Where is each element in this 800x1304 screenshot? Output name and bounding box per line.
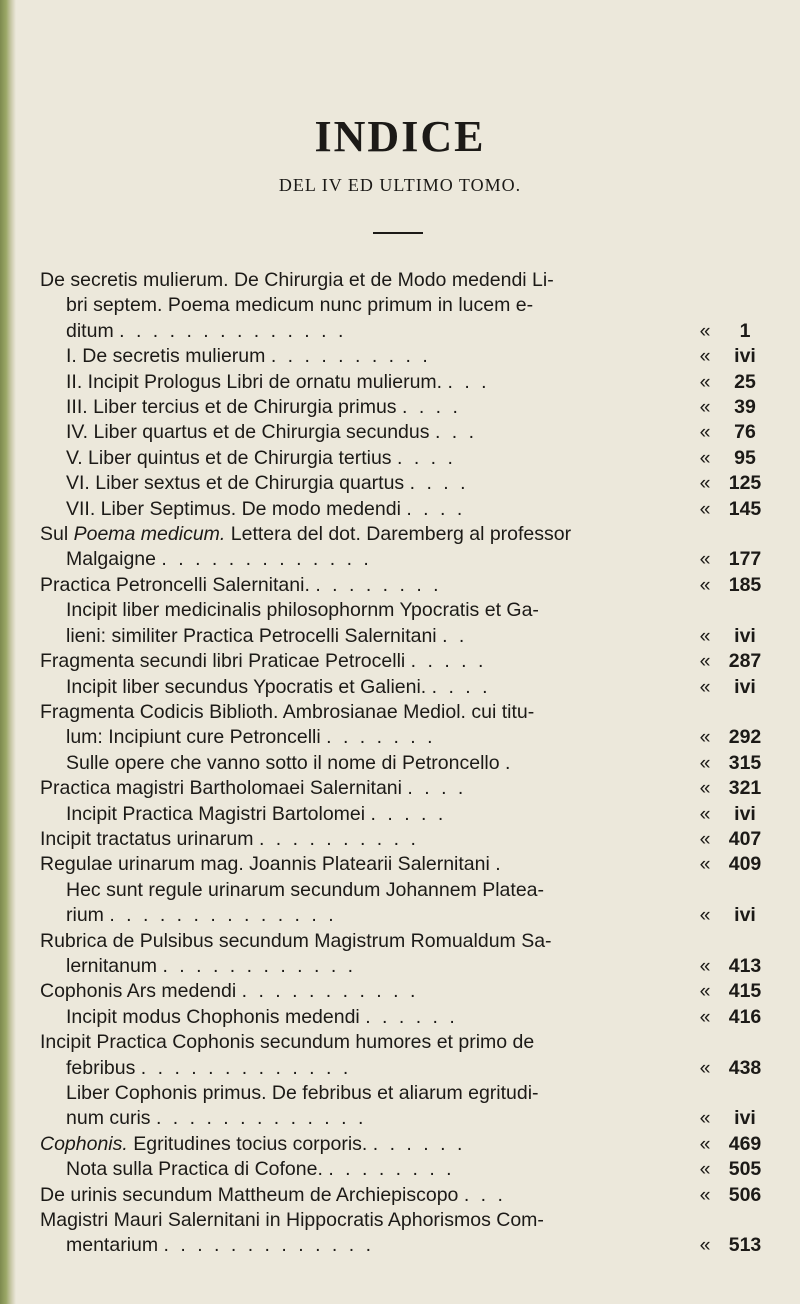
guillemet: « — [699, 1056, 711, 1079]
entry-heading: Incipit liber medicinalis philosophornm Ypocratis et Ga- — [66, 599, 539, 622]
toc-entry-book-4 — [40, 420, 770, 445]
guillemet: « — [699, 777, 711, 800]
entry-title: Regulae urinarum mag. Joannis Platearii Salernitani — [40, 853, 490, 876]
dot-leader: . . . . . . . — [326, 726, 436, 749]
dot-leader: . . . . . — [370, 802, 447, 825]
page-number: 407 — [728, 827, 762, 850]
entry-title: VII. Liber Septimus. De modo medendi — [66, 497, 401, 520]
entry-heading: Liber Cophonis primus. De febribus et aliarum egritudi- — [66, 1082, 539, 1104]
entry-title: lieni: similiter Practica Petrocelli Salernitani — [66, 624, 437, 647]
dot-leader: . . . . . . . . . . . . . — [140, 1056, 352, 1079]
page-number: ivi — [734, 1107, 756, 1130]
toc-entry-book-5 — [40, 446, 770, 471]
entry-title: lernitanum — [66, 954, 158, 977]
entry-title: Practica Petroncelli Salernitani. — [40, 573, 310, 596]
entry-title: I. De secretis mulierum — [66, 345, 266, 368]
guillemet: « — [699, 624, 711, 647]
page-number: ivi — [734, 675, 756, 698]
title-rule — [373, 232, 423, 234]
toc-entry-book-1 — [40, 344, 770, 369]
toc-entry-de-secretis — [40, 268, 770, 344]
page-number: 39 — [734, 396, 756, 419]
dot-leader: . . . — [447, 370, 490, 393]
page-number: 415 — [728, 980, 762, 1003]
page-number: ivi — [734, 802, 756, 825]
toc-entry-practica-bartholomaei — [40, 776, 770, 801]
entry-title: num curis — [66, 1107, 151, 1130]
page-number: 321 — [728, 777, 762, 800]
dot-leader: . . . . — [401, 396, 461, 419]
toc-entry-poema-medicum — [40, 522, 770, 573]
entry-title: IV. Liber quartus et de Chirurgia secundus — [66, 421, 430, 444]
guillemet: « — [699, 345, 711, 368]
dot-leader: . . . . . . — [372, 1132, 466, 1155]
entry-title: Incipit modus Chophonis medendi — [66, 1005, 360, 1028]
dot-leader: . . . . . . . . — [328, 1158, 455, 1181]
entry-heading: Lettera del dot. Daremberg al professor — [230, 523, 572, 546]
guillemet: « — [699, 802, 711, 825]
entry-title: Incipit Practica Magistri Bartolomei — [66, 802, 366, 825]
entry-heading-italic: Poema medicum. — [73, 523, 226, 546]
dot-leader: . — [495, 853, 504, 876]
guillemet: « — [699, 726, 711, 749]
toc-entry-cophonis-ars — [40, 979, 770, 1004]
entry-title: VI. Liber sextus et de Chirurgia quartus — [66, 472, 405, 495]
page-number: 506 — [728, 1183, 762, 1206]
toc-entry-rubrica-de-pulsibus — [40, 929, 770, 980]
entry-heading: Magistri Mauri Salernitani in Hippocratis Aphorismos Com- — [40, 1209, 544, 1232]
guillemet: « — [699, 319, 711, 342]
entry-title: Fragmenta secundi libri Praticae Petrocelli — [40, 650, 406, 673]
toc-entry-book-6 — [40, 471, 770, 496]
toc-entry-sulle-opere — [40, 751, 770, 776]
toc-entry-nota-cofone — [40, 1157, 770, 1182]
entry-title: Nota sulla Practica di Cofone. — [66, 1158, 323, 1181]
dot-leader: . — [505, 751, 514, 774]
table-of-contents — [40, 268, 770, 1259]
page-title: INDICE — [314, 112, 486, 161]
entry-title: Egritudines tocius corporis. — [133, 1132, 368, 1155]
entry-title: De urinis secundum Mattheum de Archiepiscopo — [40, 1183, 459, 1206]
toc-entry-hec-sunt-regule — [40, 878, 770, 929]
dot-leader: . . . — [463, 1183, 506, 1206]
guillemet: « — [699, 650, 711, 673]
guillemet: « — [699, 675, 711, 698]
page-number: 145 — [728, 497, 762, 520]
dot-leader: . . . . . — [410, 650, 487, 673]
guillemet: « — [699, 396, 711, 419]
entry-title: Incipit liber secundus Ypocratis et Galieni. — [66, 675, 427, 698]
toc-entry-de-urinis — [40, 1183, 770, 1208]
entry-title-italic: Cophonis. — [40, 1132, 128, 1155]
dot-leader: . . . . . . . . . . . . . . — [119, 319, 347, 342]
guillemet: « — [699, 1183, 711, 1206]
dot-leader: . . . . . . . . . . — [258, 827, 419, 850]
toc-entry-regulae-urinarum — [40, 852, 770, 877]
guillemet: « — [699, 1107, 711, 1130]
page-number: 416 — [728, 1005, 762, 1028]
dot-leader: . . . . . . — [365, 1005, 458, 1028]
page-number: 513 — [728, 1234, 762, 1257]
toc-entry-liber-medicinalis — [40, 598, 770, 649]
dot-leader: . . . . . . . . . . — [270, 345, 431, 368]
guillemet: « — [699, 1005, 711, 1028]
page-number: 292 — [728, 726, 762, 749]
entry-title: Malgaigne — [66, 548, 156, 571]
page-number: 76 — [734, 421, 756, 444]
entry-heading: Fragmenta Codicis Biblioth. Ambrosianae Mediol. cui titu- — [40, 700, 535, 723]
dot-leader: . . . . . . . . . . . . . — [155, 1107, 367, 1130]
toc-entry-book-3 — [40, 395, 770, 420]
page-number: ivi — [734, 624, 756, 647]
toc-entry-book-2 — [40, 370, 770, 395]
page-number: 315 — [728, 751, 762, 774]
entry-heading: Rubrica de Pulsibus secundum Magistrum Romualdum Sa- — [40, 929, 552, 952]
dot-leader: . . . . . . . . . . . . . — [161, 548, 372, 571]
guillemet: « — [699, 1132, 711, 1155]
entry-title: Cophonis Ars medendi — [40, 980, 237, 1003]
dot-leader: . . . — [434, 421, 478, 444]
page-number: ivi — [734, 904, 756, 927]
toc-entry-practica-cophonis — [40, 1030, 770, 1081]
guillemet: « — [699, 980, 711, 1003]
page-number: 185 — [728, 573, 762, 596]
page-number: 413 — [728, 954, 762, 977]
page-number: 505 — [728, 1158, 762, 1181]
dot-leader: . . . . — [396, 446, 456, 469]
toc-entry-cophonis-egritudines — [40, 1132, 770, 1157]
guillemet: « — [699, 1234, 711, 1257]
page-number: 287 — [728, 650, 762, 673]
entry-heading: Incipit Practica Cophonis secundum humores et primo de — [40, 1031, 535, 1054]
guillemet: « — [699, 573, 711, 596]
entry-title: II. Incipit Prologus Libri de ornatu mulierum. — [66, 370, 443, 393]
dot-leader: . . . . — [407, 777, 467, 800]
entry-title: febribus — [66, 1056, 136, 1079]
guillemet: « — [699, 751, 711, 774]
dot-leader: . . . . . . . . . . . . . — [163, 1234, 374, 1257]
page-number: 125 — [728, 472, 762, 495]
toc-entry-magistri-mauri — [40, 1208, 770, 1259]
entry-title: III. Liber tercius et de Chirurgia primus — [66, 396, 397, 419]
entry-title: lum: Incipiunt cure Petroncelli — [66, 726, 321, 749]
guillemet: « — [699, 472, 711, 495]
dot-leader: . . . . . . . . — [315, 573, 442, 596]
dot-leader: . . . . . . . . . . . . — [162, 954, 357, 977]
entry-title: rium — [66, 904, 104, 927]
guillemet: « — [699, 497, 711, 520]
dot-leader: . . . . . . . . . . . — [241, 980, 419, 1003]
guillemet: « — [699, 548, 711, 571]
entry-title: Incipit tractatus urinarum — [40, 827, 254, 850]
guillemet: « — [699, 853, 711, 876]
page-number: 177 — [728, 548, 762, 571]
page-number: 409 — [728, 853, 762, 876]
toc-entry-incipit-practica-bartolomei — [40, 802, 770, 827]
toc-entry-tractatus-urinarum — [40, 827, 770, 852]
page-subtitle: DEL IV ED ULTIMO TOMO. — [278, 175, 522, 195]
entry-continuation: bri septem. Poema medicum nunc primum in lucem e- — [66, 294, 534, 317]
entry-title: Sulle opere che vanno sotto il nome di Petroncello — [66, 751, 500, 774]
page-number: 95 — [734, 446, 756, 469]
toc-entry-fragmenta-codicis — [40, 700, 770, 751]
page-number: 438 — [728, 1056, 762, 1079]
toc-entry-book-7 — [40, 497, 770, 522]
page-number: 25 — [734, 370, 756, 393]
guillemet: « — [699, 1158, 711, 1181]
page-number: ivi — [734, 345, 756, 368]
dot-leader: . . . . — [431, 675, 491, 698]
toc-entry-modus-chophonis — [40, 1005, 770, 1030]
dot-leader: . . . . — [409, 472, 469, 495]
entry-title: ditum — [66, 319, 114, 342]
entry-title: mentarium — [66, 1234, 159, 1257]
guillemet: « — [699, 954, 711, 977]
entry-heading: Hec sunt regule urinarum secundum Johannem Platea- — [66, 878, 545, 901]
guillemet: « — [699, 827, 711, 850]
entry-title: V. Liber quintus et de Chirurgia tertius — [66, 446, 392, 469]
page-number: 1 — [739, 319, 751, 342]
guillemet: « — [699, 904, 711, 927]
dot-leader: . . . . — [406, 497, 466, 520]
dot-leader: . . . . . . . . . . . . . . — [109, 904, 337, 927]
entry-title: Practica magistri Bartholomaei Salernitani — [40, 777, 402, 800]
guillemet: « — [699, 370, 711, 393]
entry-heading-prefix: Sul — [40, 523, 69, 546]
toc-entry-liber-secundus — [40, 675, 770, 700]
dot-leader: . . — [442, 624, 468, 647]
guillemet: « — [699, 421, 711, 444]
toc-entry-liber-cophonis-primus — [40, 1081, 770, 1132]
toc-entry-practica-petroncelli — [40, 573, 770, 598]
toc-entry-fragmenta-secundi — [40, 649, 770, 674]
entry-heading: De secretis mulierum. De Chirurgia et de Modo medendi Li- — [40, 269, 554, 291]
page-number: 469 — [728, 1132, 762, 1155]
guillemet: « — [699, 446, 711, 469]
